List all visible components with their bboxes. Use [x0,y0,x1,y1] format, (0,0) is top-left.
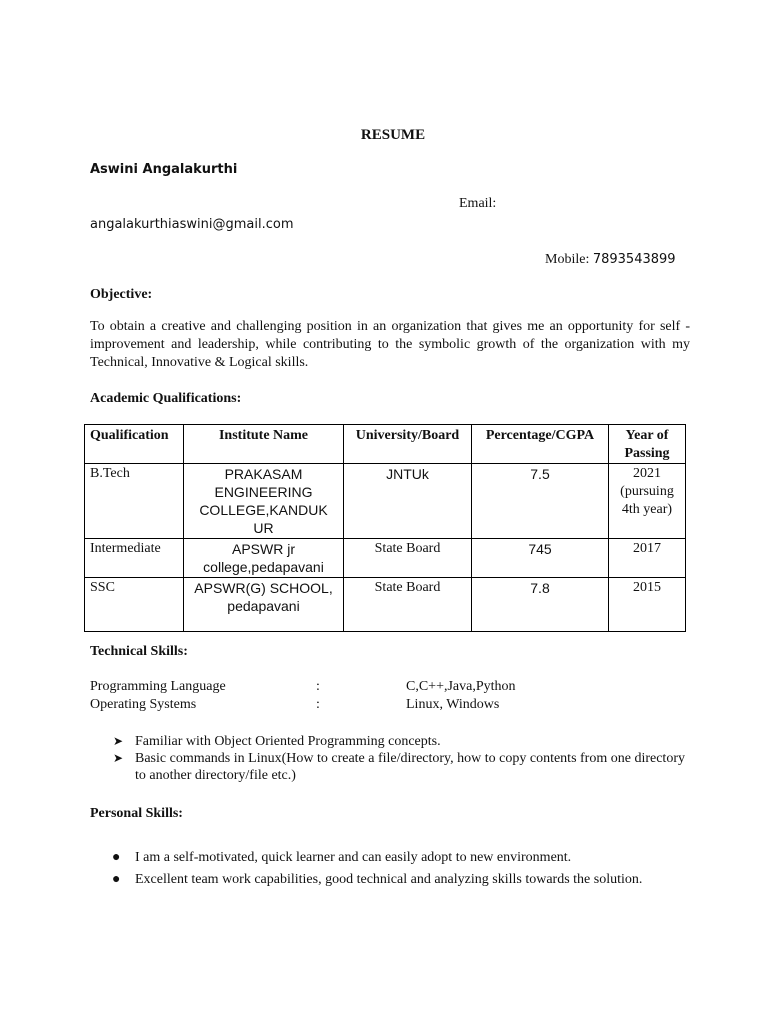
list-item-text: Basic commands in Linux(How to create a file/directory, how to copy contents from one directory to another directory/file etc.) [135,751,685,783]
qualification-cell: Intermediate [85,539,184,578]
personal-heading: Personal Skills: [90,806,183,821]
qualification-cell: B.Tech [85,464,184,539]
list-item [112,870,655,890]
column-header: Year of Passing [609,425,686,464]
column-header: University/Board [344,425,472,464]
score-cell: 7.5 [472,464,609,539]
list-item-text: I am a self-motivated, quick learner and can easily adopt to new environment. [135,850,572,865]
email-label: Email: [459,196,497,211]
institute-cell: APSWR jr college,pedapavani [184,539,344,578]
mobile-label: Mobile: [545,252,590,267]
board-cell: JNTUk [344,464,472,539]
column-header: Institute Name [184,425,344,464]
table-row [85,464,686,539]
arrow-bullet-icon: ➤ [113,734,124,748]
list-item [113,733,685,750]
year-cell: 2021 (pursuing 4th year) [609,464,686,539]
list-item-text: Excellent team work capabilities, good technical and analyzing skills towards the solution. [135,872,643,887]
email-value: angalakurthiaswini@gmail.com [90,217,294,232]
arrow-bullet-icon: ➤ [113,751,124,765]
board-cell: State Board [344,539,472,578]
table-row [85,539,686,578]
mobile-value: 7893543899 [592,252,676,267]
academic-heading: Academic Qualifications: [90,391,242,406]
column-header: Percentage/CGPA [472,425,609,464]
board-cell: State Board [344,578,472,632]
column-header: Qualification [85,425,184,464]
skill-value: C,C++,Java,Python [406,679,516,694]
skill-row-os [90,697,690,715]
qualification-cell: SSC [85,578,184,632]
technical-heading: Technical Skills: [90,644,188,659]
skill-row-programming [90,679,690,697]
dot-bullet-icon: ● [112,872,121,887]
skill-value: Linux, Windows [406,697,500,712]
technical-bullet-list [113,733,685,784]
list-item [113,750,685,784]
dot-bullet-icon: ● [112,850,121,865]
score-cell: 745 [472,539,609,578]
skill-label: Programming Language [90,679,226,694]
skill-separator: : [316,697,320,712]
qualifications-table [84,424,686,632]
table-header-row [85,425,686,464]
list-item [112,849,655,866]
objective-heading: Objective: [90,287,153,302]
table-row [85,578,686,632]
candidate-name: Aswini Angalakurthi [90,162,238,177]
institute-cell: PRAKASAM ENGINEERING COLLEGE,KANDUK UR [184,464,344,539]
score-cell: 7.8 [472,578,609,632]
list-item-text: Familiar with Object Oriented Programming concepts. [135,734,441,749]
personal-bullet-list [112,849,655,890]
skill-label: Operating Systems [90,697,197,712]
institute-cell: APSWR(G) SCHOOL, pedapavani [184,578,344,632]
year-cell: 2017 [609,539,686,578]
skill-separator: : [316,679,320,694]
year-cell: 2015 [609,578,686,632]
objective-text: To obtain a creative and challenging position in an organization that gives me an opportunity for self - improvement and leadership, while contributing to the symbolic growth of the organization with my Technical, Innovative & Logical skills. [90,319,690,370]
page-title: RESUME [360,127,426,143]
mobile-line [545,252,676,268]
